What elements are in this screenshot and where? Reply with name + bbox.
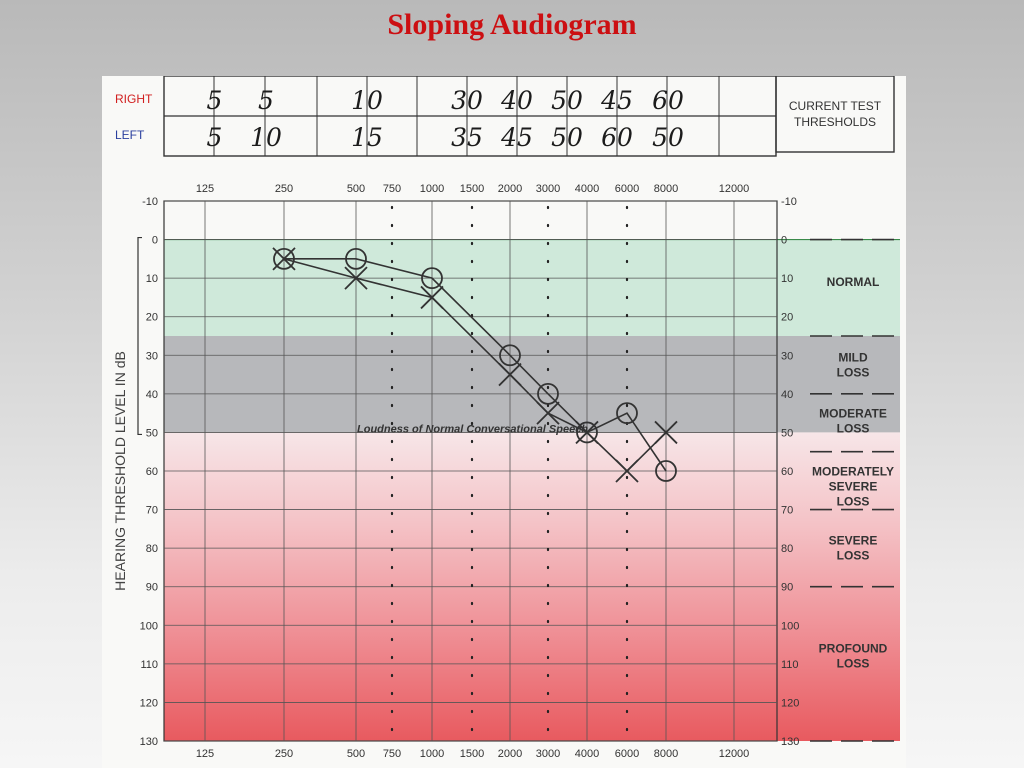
x-tick-label-top: 1000 bbox=[419, 183, 445, 195]
category-label: PROFOUND bbox=[818, 641, 888, 656]
x-tick-label-bottom: 1500 bbox=[459, 748, 485, 760]
y-tick-label-right: 80 bbox=[781, 543, 794, 556]
y-tick-label-left: 80 bbox=[145, 543, 158, 556]
y-axis-bracket bbox=[138, 238, 142, 435]
right-threshold-value: 40 bbox=[501, 86, 533, 115]
y-tick-label-left: 100 bbox=[139, 620, 158, 633]
y-tick-label-left: 90 bbox=[145, 581, 158, 594]
category-label: LOSS bbox=[836, 548, 870, 563]
threshold-table bbox=[115, 76, 894, 156]
audiogram-sheet bbox=[102, 76, 906, 768]
y-tick-label-left: 70 bbox=[145, 504, 158, 517]
y-axis-label: HEARING THRESHOLD LEVEL IN dB bbox=[112, 351, 128, 591]
audiogram-chart bbox=[102, 76, 906, 768]
x-tick-label-top: 4000 bbox=[574, 183, 600, 195]
current-label-line1: CURRENT TEST bbox=[788, 99, 882, 113]
x-tick-label-top: 1500 bbox=[459, 183, 485, 195]
y-tick-label-right: 60 bbox=[781, 466, 794, 478]
y-tick-label-left: 40 bbox=[145, 388, 158, 401]
left-threshold-value: 45 bbox=[501, 123, 533, 152]
x-tick-label-bottom: 8000 bbox=[653, 748, 679, 760]
right-threshold-value: 60 bbox=[652, 86, 684, 115]
y-tick-label-right: 20 bbox=[781, 311, 794, 324]
y-tick-label-right: 0 bbox=[781, 234, 788, 247]
y-tick-label-right: 70 bbox=[781, 504, 794, 517]
category-label: LOSS bbox=[836, 656, 870, 671]
x-tick-label-bottom: 3000 bbox=[535, 748, 561, 760]
x-tick-label-top: 3000 bbox=[535, 183, 561, 195]
y-tick-label-right: 120 bbox=[781, 697, 800, 710]
left-threshold-value: 50 bbox=[652, 123, 684, 152]
right-threshold-value: 10 bbox=[351, 86, 383, 115]
category-label: LOSS bbox=[836, 494, 870, 509]
y-tick-label-left: 30 bbox=[145, 350, 158, 363]
right-threshold-value: 5 bbox=[206, 86, 223, 115]
x-tick-label-bottom: 500 bbox=[346, 748, 366, 760]
y-tick-label-left: 60 bbox=[145, 466, 158, 478]
x-tick-label-bottom: 2000 bbox=[497, 748, 523, 760]
slide-title: Sloping Audiogram bbox=[387, 8, 637, 41]
left-threshold-value: 5 bbox=[206, 123, 223, 152]
left-ear-label: LEFT bbox=[115, 128, 145, 142]
right-threshold-value: 45 bbox=[601, 86, 633, 115]
left-threshold-value: 60 bbox=[601, 123, 633, 152]
y-tick-label-right: 10 bbox=[781, 273, 794, 286]
category-label: MODERATELY bbox=[811, 464, 895, 479]
category-label: SEVERE bbox=[828, 479, 878, 494]
y-tick-label-right: 90 bbox=[781, 581, 794, 594]
category-label: LOSS bbox=[836, 421, 870, 436]
x-tick-label-top: 8000 bbox=[653, 183, 679, 195]
left-threshold-value: 50 bbox=[551, 123, 583, 152]
x-tick-label-bottom: 6000 bbox=[614, 748, 640, 760]
category-label: MODERATE bbox=[819, 406, 887, 421]
x-tick-label-bottom: 250 bbox=[274, 748, 294, 760]
y-tick-label-left: 110 bbox=[140, 658, 158, 671]
y-tick-label-left: 10 bbox=[145, 273, 158, 286]
y-tick-label-left: 0 bbox=[151, 234, 158, 247]
category-label: SEVERE bbox=[828, 533, 878, 548]
y-tick-label-left: 50 bbox=[145, 427, 158, 440]
y-tick-label-right: 40 bbox=[781, 388, 794, 401]
y-tick-label-left: 20 bbox=[145, 311, 158, 324]
right-threshold-value: 30 bbox=[451, 86, 483, 115]
y-tick-label-left: -10 bbox=[142, 196, 158, 208]
y-tick-label-right: 30 bbox=[781, 350, 794, 363]
x-tick-label-top: 6000 bbox=[614, 183, 640, 195]
x-tick-label-top: 125 bbox=[195, 183, 215, 195]
speech-annotation: Loudness of Normal Conversational Speech bbox=[357, 423, 589, 436]
y-tick-label-right: -10 bbox=[781, 196, 797, 208]
y-tick-label-right: 50 bbox=[781, 427, 794, 440]
current-label-box bbox=[776, 76, 894, 152]
x-tick-label-top: 750 bbox=[382, 183, 402, 195]
category-label: LOSS bbox=[836, 365, 870, 380]
x-tick-label-bottom: 125 bbox=[195, 748, 215, 760]
x-tick-label-top: 250 bbox=[274, 183, 294, 195]
y-tick-label-left: 120 bbox=[139, 697, 158, 710]
y-tick-label-left: 130 bbox=[139, 736, 158, 748]
current-label-line2: THRESHOLDS bbox=[793, 115, 877, 129]
x-tick-label-bottom: 4000 bbox=[574, 748, 600, 760]
x-tick-label-top: 12000 bbox=[718, 183, 750, 195]
y-tick-label-right: 100 bbox=[781, 620, 800, 633]
right-threshold-value: 50 bbox=[551, 86, 583, 115]
left-threshold-value: 35 bbox=[451, 123, 483, 152]
category-label: NORMAL bbox=[826, 275, 880, 289]
x-tick-label-bottom: 1000 bbox=[419, 748, 445, 760]
right-ear-label: RIGHT bbox=[115, 92, 153, 106]
y-tick-label-right: 130 bbox=[781, 736, 800, 748]
x-tick-label-top: 500 bbox=[346, 183, 366, 195]
x-tick-label-bottom: 12000 bbox=[718, 748, 750, 760]
y-tick-label-right: 110 bbox=[781, 658, 799, 671]
x-tick-label-bottom: 750 bbox=[382, 748, 402, 760]
x-tick-label-top: 2000 bbox=[497, 183, 523, 195]
category-label: MILD bbox=[838, 350, 868, 365]
right-threshold-value: 5 bbox=[258, 86, 274, 115]
left-threshold-value: 10 bbox=[250, 123, 282, 152]
left-threshold-value: 15 bbox=[351, 123, 383, 152]
